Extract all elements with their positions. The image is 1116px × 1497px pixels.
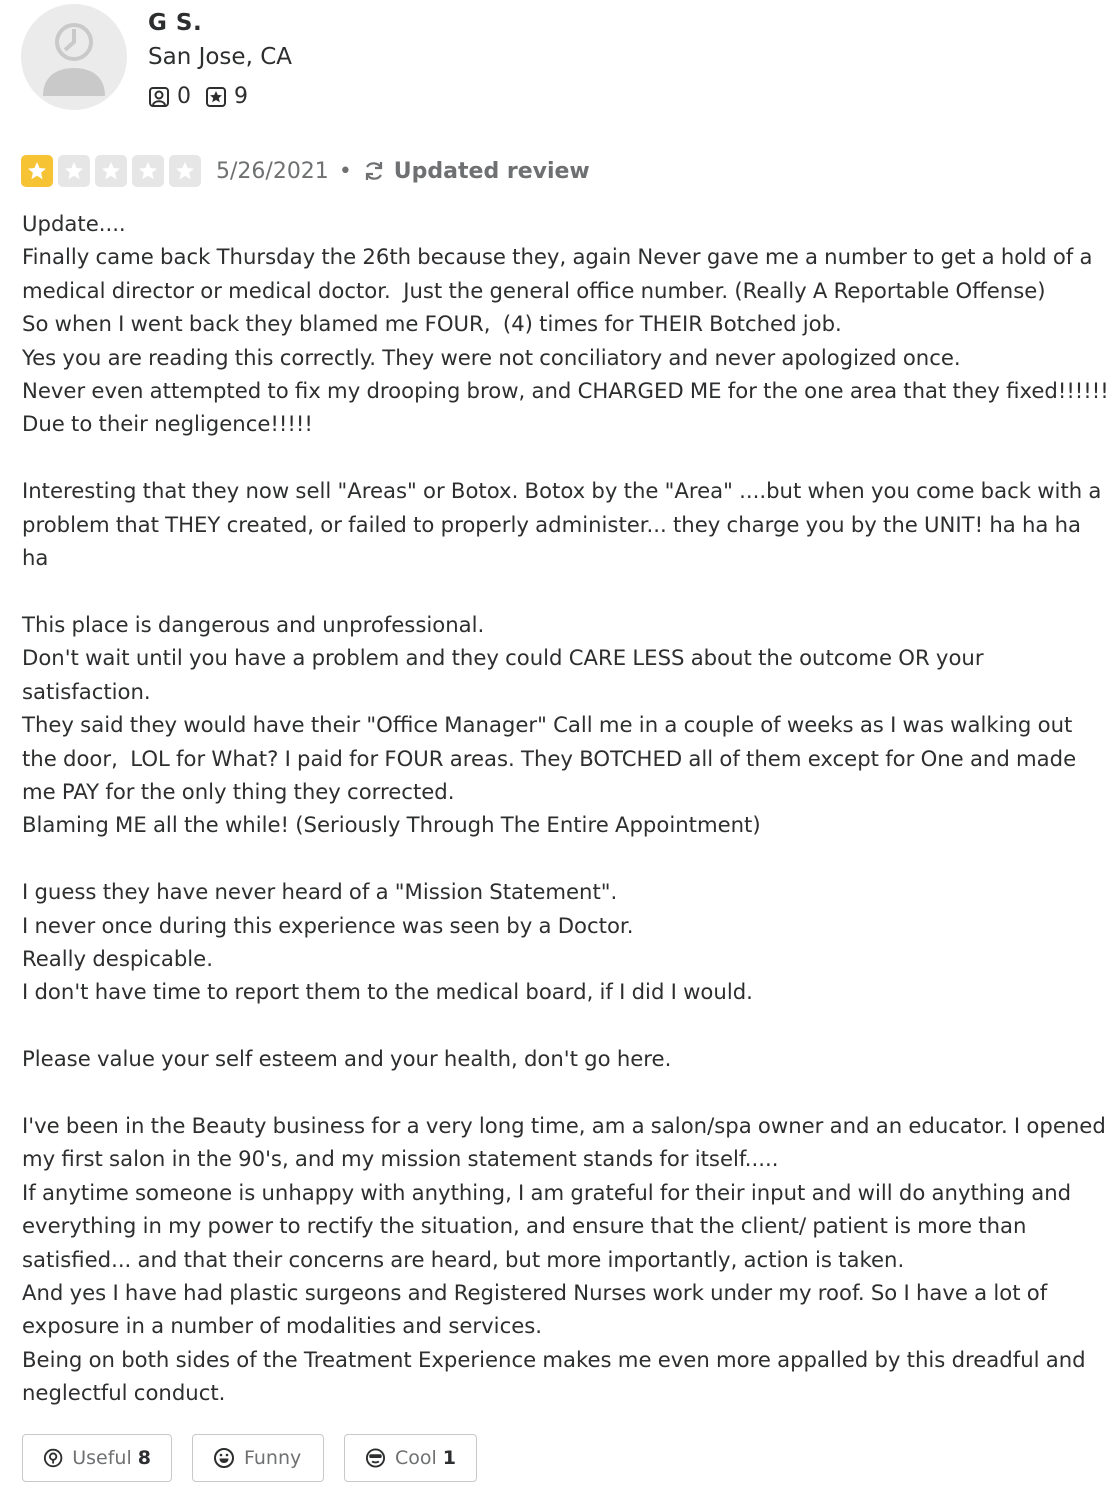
reviews-count: 9 — [234, 84, 248, 109]
cool-label: Cool — [394, 1447, 437, 1469]
user-stats — [148, 84, 262, 109]
user-location: San Jose, CA — [148, 44, 292, 70]
user-avatar-placeholder-icon — [21, 4, 127, 110]
funny-button[interactable] — [192, 1434, 324, 1482]
cool-button[interactable] — [344, 1434, 477, 1482]
avatar[interactable] — [21, 4, 127, 110]
useful-count: 8 — [137, 1447, 151, 1469]
cool-icon — [365, 1447, 386, 1469]
reaction-buttons — [22, 1434, 497, 1482]
star-icon — [169, 155, 201, 187]
reviews-stat — [205, 84, 248, 109]
star-icon — [95, 155, 127, 187]
updated-review-label: Updated review — [393, 158, 590, 184]
cool-count: 1 — [442, 1447, 456, 1469]
funny-icon — [213, 1447, 235, 1469]
user-name[interactable]: G S. — [148, 10, 203, 36]
reviews-icon — [205, 86, 227, 108]
useful-label: Useful — [72, 1447, 132, 1469]
friends-count: 0 — [177, 84, 191, 109]
separator-dot: • — [338, 158, 352, 184]
useful-button[interactable] — [22, 1434, 172, 1482]
refresh-icon — [362, 159, 386, 183]
review-date: 5/26/2021 — [216, 158, 329, 184]
friends-stat — [148, 84, 191, 109]
funny-label: Funny — [244, 1447, 302, 1469]
review-text: Update.... Finally came back Thursday the 26th because they, again Never gave me a number to get a hold of a medical director or medical doctor. Just the general office number. (Really A Reportable Offense) So when I went back they blamed me FOUR, (4) times for THEIR Botched job. Yes you are reading this correctly. They were not conciliatory and never apologized once. Never even attempted to fix my drooping brow, and CHARGED ME for the one area that they fixed!!!!!! Due to their negligence!!!!! Interesting that they now sell "Areas" or Botox. Botox by the "Area" ....but when you come back with a problem that THEY created, or failed to properly administer... they charge you by the UNIT! ha ha ha ha This place is dangerous and unprofessional. Don't wait until you have a problem and they could CARE LESS about the outcome OR your satisfaction. They said they would have their "Office Manager" Call me in a couple of weeks as I was walking out the door, LOL for What? I paid for FOUR areas. They BOTCHED all of them except for One and made me PAY for the only thing they corrected. Blaming ME all the while! (Seriously Through The Entire Appointment) I guess they have never heard of a "Mission Statement". I never once during this experience was seen by a Doctor. Really despicable. I don't have time to report them to the medical board, if I did I would. Please value your self esteem and your health, don't go here. I've been in the Beauty business for a very long time, am a salon/spa owner and an educator. I opened my first salon in the 90's, and my mission statement stands for itself..... If anytime someone is unhappy with anything, I am grateful for their input and will do anything and everything in my power to rectify the situation, and ensure that the client/ patient is more than satisfied... and that their concerns are heard, but more importantly, action is taken. And yes I have had plastic surgeons and Registered Nurses work under my roof. So I have a lot of exposure in a number of modalities and services. Being on both sides of the Treatment Experience makes me even more appalled by this dreadful and neglectful conduct. — [22, 211, 1109, 1406]
review-meta — [21, 154, 590, 188]
updated-review-link[interactable] — [362, 159, 590, 184]
useful-icon — [43, 1447, 63, 1469]
star-icon — [132, 155, 164, 187]
star-rating — [21, 155, 206, 187]
star-icon — [58, 155, 90, 187]
friends-icon — [148, 86, 170, 108]
star-icon — [21, 155, 53, 187]
